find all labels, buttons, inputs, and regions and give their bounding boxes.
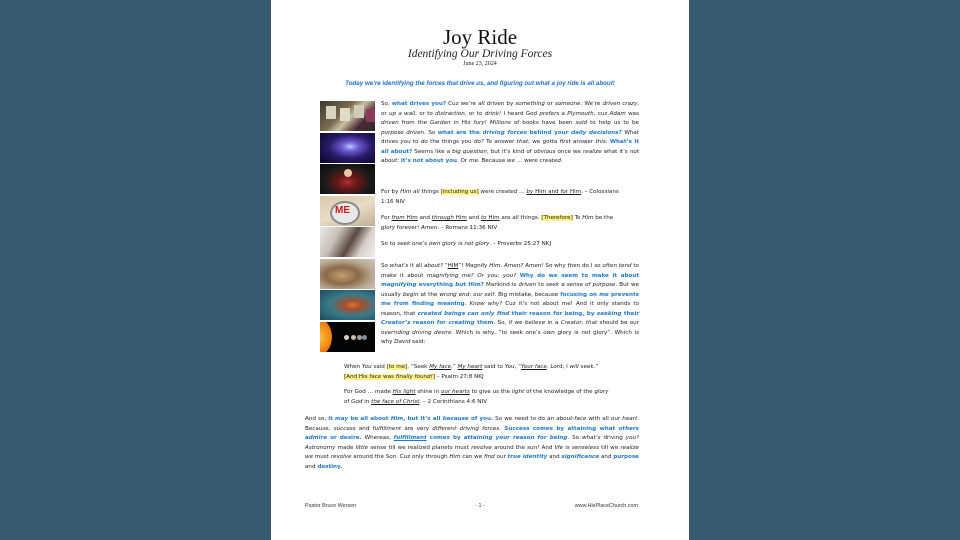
text: and: [466, 215, 481, 221]
text: You: [504, 364, 515, 370]
emphasis-text: may: [335, 416, 349, 422]
text: a: [559, 282, 567, 289]
text: .: [560, 158, 563, 165]
text: sense of purpose: [566, 282, 616, 289]
text: for: [560, 189, 569, 195]
text: not about: [381, 148, 639, 165]
emphasis-text: me: [381, 301, 391, 308]
paragraph-conclusion: [305, 415, 639, 472]
text: – Psalm 27:8 NKJ: [435, 373, 484, 380]
text: , we gotta: [528, 139, 560, 146]
text: . Or: [456, 158, 469, 165]
text: God: [351, 398, 363, 405]
text: must: [313, 454, 331, 461]
emphasis-text: behind your: [526, 129, 572, 136]
text: glory”. Which is why: [381, 329, 639, 346]
text: made: [335, 444, 356, 451]
text: Adam: [609, 110, 626, 117]
text: or: [544, 101, 555, 107]
text: driving: [600, 435, 626, 442]
text: our hearts: [440, 389, 470, 395]
text: Your face: [521, 364, 547, 370]
text: I heard God: [501, 110, 540, 117]
emphasis-text: be all about: [348, 416, 391, 422]
text: something: [515, 101, 545, 107]
text: .: [500, 263, 505, 269]
emphasis-text: reason for: [410, 320, 449, 327]
text: So: [381, 263, 390, 269]
text: So to: [381, 241, 398, 247]
text: life: [554, 444, 564, 451]
text: must: [452, 444, 472, 451]
text: in His: [450, 120, 474, 127]
books-on-shelf-image: [320, 101, 375, 131]
text: to: [410, 139, 421, 146]
text: by: [526, 189, 534, 195]
paragraph-intro: [381, 100, 639, 167]
text: prefers: [539, 110, 560, 117]
text: different driving forces: [432, 425, 500, 432]
text: in a: [545, 320, 561, 327]
text: You: [361, 364, 372, 370]
text: . Cuz only through: [396, 454, 450, 461]
text: Son: [385, 454, 397, 461]
emphasis-text: driving forces: [482, 129, 527, 136]
text: Him: [404, 215, 418, 221]
emphasis-text: Creator’s: [381, 320, 411, 327]
solar-system-image: [320, 322, 375, 352]
text: , or: [381, 101, 640, 117]
text: So why then do I: [543, 263, 595, 269]
magnifying-glass-me-image: [320, 196, 375, 226]
text: someone: [554, 101, 581, 107]
text: do: [420, 139, 428, 146]
emphasis-text: magnifying: [381, 282, 417, 289]
man-looking-in-mirror-image: [320, 227, 375, 257]
text: said: [371, 364, 387, 370]
text: seek: [546, 282, 560, 289]
text: . We’re: [580, 101, 603, 107]
text: Him and: [533, 189, 561, 195]
emphasis-text: them: [474, 320, 494, 327]
text: to give us the: [469, 389, 512, 395]
text: you?: [625, 435, 640, 442]
emphasis-text: .: [340, 463, 343, 470]
text: do?: [473, 139, 484, 146]
emphasis-text: others admire: [305, 425, 639, 442]
text: , or to: [415, 110, 436, 117]
text: sun!: [527, 444, 540, 451]
text: . Which is why, “to seek one’s: [451, 329, 544, 336]
emphasis-text: but: [455, 282, 466, 289]
text: and: [417, 215, 432, 221]
text: Mankind is: [483, 282, 519, 289]
text: begin: [402, 291, 419, 298]
text: not: [581, 329, 591, 336]
document-page: [271, 0, 689, 540]
text: believe: [524, 320, 546, 327]
text: . So: [567, 435, 583, 442]
text: wrong end: [439, 291, 470, 298]
text: our self: [473, 291, 495, 298]
text: all: [478, 101, 485, 107]
text: For by: [381, 189, 401, 195]
text: driven crazy: [602, 101, 638, 107]
emphasis-text: created beings can only find: [417, 310, 510, 317]
text: of the knowledge of the: [524, 389, 595, 395]
emphasis-text: what drives you?: [391, 101, 447, 107]
emphasis-text: seeking: [596, 310, 622, 317]
text: . – Proverbs 25:27 NKJ: [489, 241, 552, 247]
text: So,: [381, 101, 392, 107]
text: glory: [594, 389, 609, 395]
text: up a wall: [389, 110, 416, 117]
verse-proverbs: [381, 240, 639, 250]
text: . – Colossians 1:16 NIV: [381, 189, 619, 205]
text: we: [305, 454, 314, 461]
emphasis-text: from finding meaning: [390, 301, 465, 308]
text: the face of Christ: [371, 398, 420, 405]
emphasis-text: true identity: [507, 454, 548, 461]
text: For: [381, 215, 392, 221]
hands-shaping-clay-image: [320, 259, 375, 289]
text: What drives: [381, 129, 640, 146]
text: :: [397, 158, 401, 165]
text: should be our: [597, 320, 639, 327]
text: realize: [582, 148, 602, 155]
text: Whereas,: [361, 435, 394, 442]
text: created: [495, 189, 518, 195]
text: Millions: [489, 120, 511, 127]
text: what it’s: [601, 148, 630, 155]
text: …: [517, 189, 527, 195]
text: are: [499, 215, 513, 221]
text: was: [625, 110, 639, 117]
text: ]: [432, 373, 435, 380]
text: to: [631, 263, 639, 269]
text: Him all: [400, 189, 420, 195]
emphasis-text: prevents: [608, 291, 639, 298]
text: a: [559, 110, 568, 117]
text: so often tend: [594, 263, 632, 269]
text: ,: [581, 320, 586, 327]
emphasis-text: their reason for being: [509, 310, 583, 317]
text: glory is: [554, 329, 582, 336]
emphasis-text: , by: [582, 310, 597, 317]
text: :: [605, 139, 610, 146]
text: around the: [351, 454, 386, 461]
emphasis-text: of you.: [468, 416, 494, 422]
emphasis-text: Why do we seem to make it about: [519, 272, 640, 279]
text: was: [381, 373, 396, 380]
verse-psalm: [344, 363, 612, 382]
emphasis-text: attaining your reason for being: [463, 435, 568, 442]
emphasis-text: everything: [416, 282, 456, 289]
text: magnifying me? Or you, you?: [426, 272, 517, 279]
document-subtitle: Identifying Our Driving Forces: [407, 48, 553, 60]
text: . Because: [477, 158, 507, 165]
text: , but it’s kind of: [486, 148, 534, 155]
text: were: [478, 189, 496, 195]
text: . So: [424, 129, 438, 136]
text: , “: [514, 364, 521, 370]
emphasis-text: Success comes by attaining what: [504, 425, 619, 432]
figure-underwater-image: [320, 290, 375, 320]
text: fulfillment: [372, 425, 402, 432]
text: said to: [482, 364, 505, 370]
text: . But we usually: [381, 282, 639, 298]
emphasis-text: comes by: [426, 435, 464, 442]
text: When: [344, 364, 362, 370]
text: , or to: [464, 110, 485, 117]
text: , Lord, I: [546, 364, 570, 370]
text: Him: [489, 263, 501, 269]
text: big question: [452, 148, 487, 155]
text: are very: [401, 425, 433, 432]
highlighted-text: [to me]: [386, 364, 408, 370]
text: success: [333, 425, 356, 432]
paragraph-whats-it-about: [381, 262, 639, 348]
text: to: [536, 282, 547, 289]
emphasis-text: Him: [390, 416, 404, 422]
text: Plymouth: [567, 110, 594, 117]
emphasis-text: it’s not about you: [400, 158, 457, 165]
text: created: [539, 158, 561, 165]
text: ,”: [451, 364, 458, 370]
text: ”! Magnify: [458, 263, 490, 269]
text: Amen: [421, 224, 438, 231]
woman-in-red-chair-image: [320, 164, 375, 194]
emphasis-text: me: [599, 291, 609, 298]
text: about-face: [556, 416, 587, 422]
text: what’s: [582, 435, 601, 442]
text: at the: [418, 291, 440, 298]
footer-author: Pastor Bruce Wersen: [305, 503, 357, 509]
text: And: [539, 444, 555, 451]
text: , cuz: [593, 110, 610, 117]
text: My heart: [457, 364, 483, 370]
text: Him: [453, 215, 467, 221]
text: glory: [381, 224, 396, 231]
text: what’s: [389, 263, 409, 269]
galaxy-image: [320, 133, 375, 163]
text: can we: [460, 454, 484, 461]
image-column: [320, 101, 375, 353]
text: purpose driven: [381, 129, 424, 136]
text: Him: [449, 454, 461, 461]
text: not glory: [464, 241, 490, 247]
text: sold: [575, 120, 588, 127]
text: Seems like a: [412, 148, 453, 155]
emphasis-text: it: [328, 416, 336, 422]
document-date: June 23, 2024: [463, 61, 497, 67]
document-tagline: Today we’re identifying the forces that drive us, and figuring out what a joy ride is all about!: [345, 80, 615, 87]
emphasis-text: daily decisions?: [571, 129, 622, 136]
text: is: [563, 444, 572, 451]
text: face: [369, 373, 382, 380]
emphasis-text: destiny: [317, 463, 341, 470]
text: Him: [486, 215, 500, 221]
text: make: [381, 272, 397, 279]
text: and: [355, 425, 373, 432]
text: it about: [396, 272, 427, 279]
text: heart: [622, 416, 638, 422]
text: driven: [518, 282, 537, 289]
text: HIM: [447, 263, 459, 269]
text: all: [512, 215, 519, 221]
text: driven by: [484, 101, 516, 107]
text: “: [443, 263, 448, 269]
text: we: [506, 158, 515, 165]
emphasis-text: Him?: [465, 282, 484, 289]
text: So we need to do an: [493, 416, 557, 422]
text: senseless: [571, 444, 599, 451]
verse-romans: [381, 214, 626, 233]
text: from: [391, 215, 405, 221]
text: To answer: [483, 139, 517, 146]
text: little: [355, 444, 369, 451]
text: be the: [593, 215, 614, 221]
text: till we: [599, 444, 621, 451]
text: own: [543, 329, 555, 336]
emphasis-text: fulfillment: [393, 435, 427, 442]
text: will: [569, 364, 579, 370]
emphasis-text: their: [621, 310, 640, 317]
text: Know why?: [469, 301, 503, 308]
highlighted-text: [including us]: [440, 189, 479, 195]
text: shine in: [415, 389, 441, 395]
text: our: [494, 454, 508, 461]
text: realize: [620, 444, 639, 451]
text: Cuz it’s not about me! And it only stands to reason, that: [381, 301, 639, 317]
document-title: Joy Ride: [442, 25, 518, 49]
text: through: [431, 215, 454, 221]
text: said:: [410, 339, 426, 346]
text: To: [572, 215, 583, 221]
text: that: [516, 139, 529, 146]
footer-page-number: - 1 -: [475, 503, 485, 509]
text: of: [344, 398, 352, 405]
text: David: [394, 339, 411, 346]
text: things.: [518, 215, 542, 221]
text: it all: [408, 263, 424, 269]
text: His light: [392, 389, 416, 395]
text: sense till we realized: [368, 444, 433, 451]
text: obvious: [533, 148, 556, 155]
text: . Big mistake, because: [494, 291, 561, 298]
text: distraction: [435, 110, 465, 117]
text: me: [469, 158, 478, 165]
text: and: [305, 463, 318, 470]
highlighted-text: [344, 374, 435, 380]
text: the things you: [427, 139, 474, 146]
text: around the: [491, 444, 528, 451]
text: … were: [514, 158, 540, 165]
text: seek.”: [578, 364, 599, 370]
text: and: [547, 454, 562, 461]
text: this: [595, 139, 606, 146]
text: seek one’s own glory: [397, 241, 457, 247]
text: Astronomy: [305, 444, 336, 451]
text: .: [464, 301, 470, 308]
text: is: [456, 241, 465, 247]
text: , “Seek: [407, 364, 430, 370]
text: For God … made: [344, 389, 393, 395]
text: things: [419, 189, 441, 195]
emphasis-text: , but it’s all: [403, 416, 443, 422]
text: Him: [582, 215, 594, 221]
footer-website-link[interactable]: www.HisPlaceChurch.com: [574, 503, 638, 509]
text: you: [400, 139, 411, 146]
text: revolve: [330, 454, 352, 461]
text: once we: [555, 148, 583, 155]
text: to help us to be: [587, 120, 639, 127]
text: answer: [570, 139, 596, 146]
highlighted-text: [Therefore]: [541, 215, 573, 221]
emphasis-text: focusing on: [560, 291, 600, 298]
text: . So, if we: [493, 320, 525, 327]
text: Amen? Amen!: [504, 263, 544, 269]
text: Garden: [430, 120, 451, 127]
text: driven: [381, 120, 399, 127]
text: light: [511, 389, 525, 395]
emphasis-text: significance: [561, 454, 600, 461]
text: My face: [429, 364, 452, 370]
emphasis-text: what are the: [437, 129, 483, 136]
text: in: [362, 398, 372, 405]
text: . Because,: [305, 416, 639, 432]
text: to: [480, 215, 487, 221]
emphasis-text: purpose: [613, 454, 639, 461]
text: Creator: [560, 320, 582, 327]
text: of books have been: [510, 120, 576, 127]
text: Cuz we’re: [446, 101, 479, 107]
text: fury!: [473, 120, 487, 127]
verse-corinthians: [344, 388, 612, 407]
text: [And His: [344, 373, 370, 380]
emphasis-text: or desire.: [327, 435, 362, 442]
text: find: [483, 454, 495, 461]
text: :: [469, 291, 474, 298]
text: And so,: [305, 416, 329, 422]
text: drink!: [484, 110, 502, 117]
emphasis-text: creating: [448, 320, 475, 327]
text: and: [599, 454, 614, 461]
emphasis-text: because: [442, 416, 469, 422]
text: finally found!: [395, 373, 433, 380]
emphasis-text: What’s it all about?: [381, 139, 640, 155]
text: with all our: [586, 416, 623, 422]
text: that: [585, 320, 598, 327]
verse-colossians: [381, 188, 626, 207]
text: from the: [398, 120, 430, 127]
text: .: [499, 425, 505, 432]
text: . – Romans 11:36 NIV: [437, 224, 498, 231]
text: revolve: [471, 444, 492, 451]
text: about?: [423, 263, 444, 269]
text: first: [559, 139, 571, 146]
text: planets: [432, 444, 453, 451]
text: overriding driving desire: [381, 329, 452, 336]
text: . – 2 Corinthians 4:6 NIV: [419, 398, 487, 405]
text: Him: [568, 189, 582, 195]
text: forever!: [395, 224, 422, 231]
